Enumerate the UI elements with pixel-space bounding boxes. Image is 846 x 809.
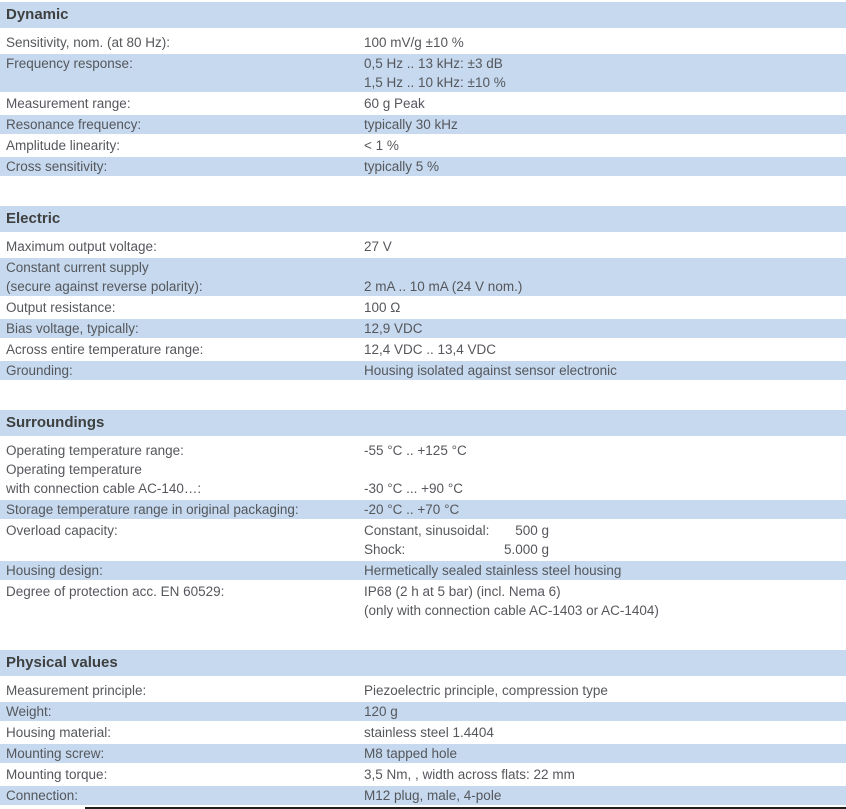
spec-line [0, 115, 846, 134]
row-value: 120 g [364, 704, 398, 719]
row-label: (secure against reverse polarity): [6, 279, 203, 294]
row-value: M8 tapped hole [364, 746, 458, 761]
row-label: Sensitivity, nom. (at 80 Hz): [6, 35, 171, 50]
spec-row [0, 237, 846, 256]
spec-line [0, 744, 846, 763]
spec-line [0, 340, 846, 359]
spec-row [0, 115, 846, 134]
spec-row [0, 33, 846, 52]
spec-line [0, 561, 846, 580]
spec-row [0, 258, 846, 296]
row-value: typically 5 % [364, 159, 440, 174]
spec-row [0, 157, 846, 176]
spec-line [0, 73, 846, 92]
row-label: Connection: [6, 788, 79, 803]
spec-row [0, 319, 846, 338]
row-label: Cross sensitivity: [6, 159, 108, 174]
row-value [364, 258, 846, 277]
row-value [364, 460, 846, 479]
section-surroundings [0, 410, 846, 620]
row-value: 3,5 Nm, , width across flats: 22 mm [364, 767, 575, 782]
spec-row [0, 136, 846, 155]
row-label: Bias voltage, typically: [6, 321, 139, 336]
spec-row [0, 702, 846, 721]
spec-line [0, 94, 846, 113]
row-value: typically 30 kHz [364, 117, 458, 132]
spec-row [0, 521, 846, 559]
row-label: Mounting torque: [6, 767, 108, 782]
row-label [0, 540, 364, 559]
row-value: M12 plug, male, 4-pole [364, 788, 502, 803]
row-label: Across entire temperature range: [6, 342, 204, 357]
row-label: Mounting screw: [6, 746, 105, 761]
row-value: stainless steel 1.4404 [364, 725, 494, 740]
spec-row [0, 361, 846, 380]
spec-line [0, 298, 846, 317]
row-value: 27 V [364, 239, 392, 254]
row-label [0, 73, 364, 92]
row-label: Degree of protection acc. EN 60529: [6, 584, 225, 599]
row-value: 1,5 Hz .. 10 kHz: ±10 % [364, 75, 506, 90]
spec-line [0, 540, 846, 559]
spec-row [0, 500, 846, 519]
row-label: Resonance frequency: [6, 117, 142, 132]
row-label: Overload capacity: [6, 523, 118, 538]
row-value: Housing isolated against sensor electronic [364, 363, 617, 378]
spec-line [0, 521, 846, 540]
section-electric [0, 206, 846, 380]
row-value: 60 g Peak [364, 96, 425, 111]
row-value: 100 mV/g ±10 % [364, 35, 464, 50]
section-title-physical-values: Physical values [0, 650, 846, 676]
spec-line [0, 277, 846, 296]
spec-row [0, 54, 846, 92]
row-value: Hermetically sealed stainless steel housing [364, 563, 622, 578]
row-label: Maximum output voltage: [6, 239, 157, 254]
row-label: Housing material: [6, 725, 112, 740]
spec-line [0, 582, 846, 601]
row-value: Shock: [364, 542, 406, 557]
spec-row [0, 561, 846, 580]
spec-row [0, 298, 846, 317]
row-value: -20 °C .. +70 °C [364, 502, 460, 517]
spec-row [0, 744, 846, 763]
section-physical-values [0, 650, 846, 805]
row-value: 100 Ω [364, 300, 401, 315]
spec-line [0, 237, 846, 256]
row-value: 0,5 Hz .. 13 kHz: ±3 dB [364, 56, 503, 71]
row-value: 12,4 VDC .. 13,4 VDC [364, 342, 497, 357]
spec-row [0, 340, 846, 359]
spec-line [0, 157, 846, 176]
row-label: Measurement principle: [6, 683, 147, 698]
spec-row [0, 723, 846, 742]
row-value: Constant, sinusoidal: [364, 523, 490, 538]
spec-line [0, 460, 846, 479]
spec-line [0, 479, 846, 498]
row-subvalue: 5.000 g [503, 542, 549, 557]
spec-line [0, 319, 846, 338]
spec-line [0, 136, 846, 155]
spec-row [0, 441, 846, 498]
row-value: -55 °C .. +125 °C [364, 443, 467, 458]
spec-sheet [0, 2, 846, 805]
row-value: 2 mA .. 10 mA (24 V nom.) [364, 279, 523, 294]
row-value: < 1 % [364, 138, 399, 153]
row-label: Operating temperature [6, 462, 142, 477]
spec-line [0, 500, 846, 519]
row-value: 12,9 VDC [364, 321, 423, 336]
spec-line [0, 441, 846, 460]
spec-line [0, 723, 846, 742]
row-value: (only with connection cable AC-1403 or AC-1404) [364, 603, 659, 618]
row-subvalue: 500 g [515, 523, 549, 538]
spec-row [0, 786, 846, 805]
spec-row [0, 765, 846, 784]
row-label: Measurement range: [6, 96, 131, 111]
spec-line [0, 54, 846, 73]
section-dynamic [0, 2, 846, 176]
row-label: Storage temperature range in original packaging: [6, 502, 299, 517]
spec-line [0, 601, 846, 620]
spec-line [0, 786, 846, 805]
row-label: Amplitude linearity: [6, 138, 121, 153]
row-label: with connection cable AC-140…: [6, 481, 202, 496]
row-label: Operating temperature range: [6, 443, 184, 458]
spec-line [0, 765, 846, 784]
spec-line [0, 702, 846, 721]
spec-line [0, 33, 846, 52]
spec-row [0, 94, 846, 113]
section-title-dynamic: Dynamic [0, 2, 846, 28]
row-value: IP68 (2 h at 5 bar) (incl. Nema 6) [364, 584, 561, 599]
spec-line [0, 361, 846, 380]
spec-row [0, 582, 846, 620]
row-label [0, 601, 364, 620]
spec-row [0, 681, 846, 700]
row-label: Grounding: [6, 363, 73, 378]
spec-line [0, 258, 846, 277]
section-title-surroundings: Surroundings [0, 410, 846, 436]
row-value: Piezoelectric principle, compression type [364, 683, 608, 698]
section-title-electric: Electric [0, 206, 846, 232]
row-label: Constant current supply [6, 260, 149, 275]
row-value: -30 °C ... +90 °C [364, 481, 463, 496]
row-label: Weight: [6, 704, 52, 719]
row-label: Output resistance: [6, 300, 116, 315]
row-label: Housing design: [6, 563, 103, 578]
spec-line [0, 681, 846, 700]
row-label: Frequency response: [6, 56, 133, 71]
